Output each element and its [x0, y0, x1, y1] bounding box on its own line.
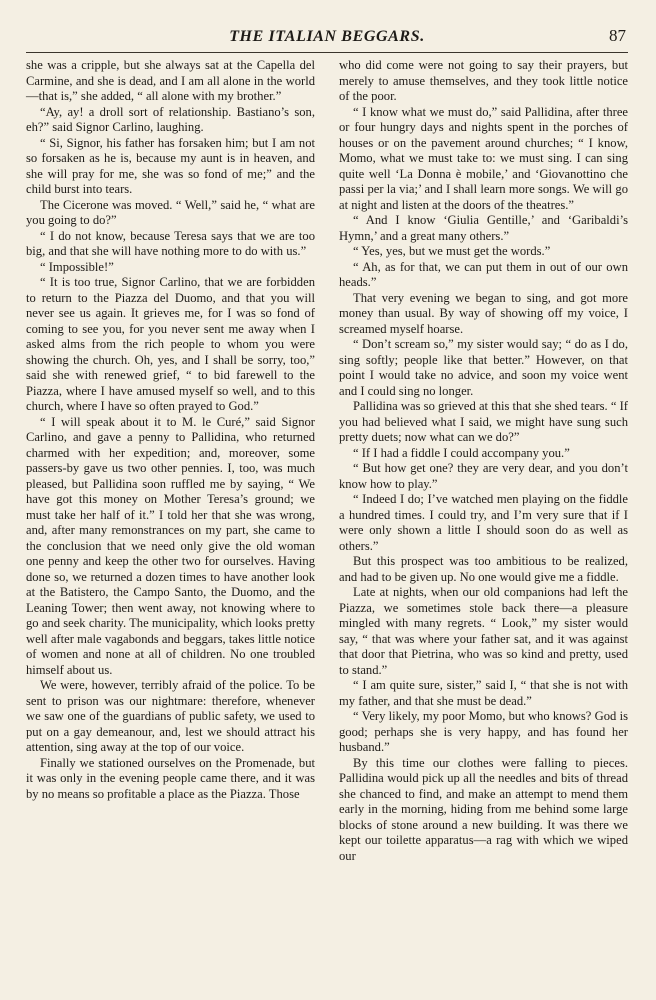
- right-column: [339, 58, 628, 864]
- paragraph: “ But how get one? they are very dear, and you don’t know how to play.”: [339, 461, 628, 491]
- running-title: THE ITALIAN BEGGARS.: [229, 28, 425, 45]
- paragraph: We were, however, terribly afraid of the police. To be sent to prison was our nightmare: therefore, whenever we saw one of the guardians of public safety, we used to put on a gay demeanour, and, lest we should attract his attention, sing away at the top of our voice.: [26, 678, 315, 754]
- paragraph: “ Yes, yes, but we must get the words.”: [353, 244, 551, 258]
- paragraph: “ I know what we must do,” said Pallidina, after three or four hungry days and nights spent in the porches of houses or on the pavement around churches; “ I know, Momo, what we must take to: we must sing. I can sing quite well ‘La Donna è mobile,’ and ‘Giovanottino che passi per la via;’ and I shall learn more songs. We will go at night and listen at the doors of the theatres.”: [339, 104, 628, 212]
- paragraph: “Ay, ay! a droll sort of relationship. Bastiano’s son, eh?” said Signor Carlino, laughing.: [26, 104, 315, 134]
- paragraph: Late at nights, when our old companions had left the Piazza, we sometimes stole back there—a pleasure mingled with many regrets. “ Look,” my sister would say, “ that was where your father sat, and it was against that door that Pietrina, who was so kind and pretty, used to stand.”: [339, 585, 628, 677]
- paragraph: “ I do not know, because Teresa says that we are too big, and that she will have nothing more to do with us.”: [26, 228, 315, 258]
- paragraph: “ Si, Signor, his father has forsaken him; but I am not so forsaken as he is, because my aunt is in heaven, and she will pray for me, she was so fond of me;” and the child burst into tears.: [26, 135, 315, 196]
- paragraph: “ Ah, as for that, we can put them in out of our own heads.”: [339, 259, 628, 289]
- paragraph: The Cicerone was moved. “ Well,” said he, “ what are you going to do?”: [26, 197, 315, 227]
- page-number: 87: [609, 26, 626, 45]
- paragraph: “ Very likely, my poor Momo, but who knows? God is good; perhaps she is very happy, and has found her husband.”: [339, 709, 628, 754]
- left-column: [26, 58, 315, 802]
- paragraph: Pallidina was so grieved at this that she shed tears. “ If you had believed what I said, we might have sung such pretty duets; now what can we do?”: [339, 399, 628, 444]
- paragraph: Finally we stationed ourselves on the Promenade, but it was only in the evening people came there, and it was by no means so profitable a place as the Piazza. Those: [26, 755, 315, 801]
- paragraph: “ I will speak about it to M. le Curé,” said Signor Carlino, and gave a penny to Pallidina, who returned charmed with her expedition; and, moreover, some passers-by gave us two other pennies. I, too, was much pleased, but Pallidina soon ruffled me by saying, “ We have got this money on Mother Teresa’s ground; we must take her half of it.” I told her that she was wrong, and, after many remonstrances on my part, she came to the conclusion that we need only give the old woman one penny and keep the other two for ourselves. Having done so, we returned a dozen times to have another look at the Batistero, the Campo Santo, the Duomo, and the Leaning Tower; then went away, not knowing where to go and seek charity. The municipality, which looks pretty well after male vagabonds and beggars, takes little notice of women and none at all of children. No one troubled himself about us.: [26, 414, 315, 677]
- paragraph: “ Don’t scream so,” my sister would say; “ do as I do, sing softly; people like that better.” However, on that point I would take no advice, and soon my voice went and I could sing no longer.: [339, 337, 628, 398]
- paragraph: “ And I know ‘Giulia Gentille,’ and ‘Garibaldi’s Hymn,’ and a great many others.”: [339, 213, 628, 243]
- paragraph: who did come were not going to say their prayers, but merely to amuse themselves, and they took little notice of the poor.: [339, 58, 628, 103]
- paragraph: By this time our clothes were falling to pieces. Pallidina would pick up all the needles and bits of thread she chanced to find, and make an attempt to mend them early in the morning, hiding from me behind some large blocks of stone around a new building. It was there we kept our toilette apparatus—a rag with which we wiped our: [339, 755, 628, 863]
- paragraph: she was a cripple, but she always sat at the Capella del Carmine, and she is dead, and I am all alone in the world—that is,” she added, “ all alone with my brother.”: [26, 58, 315, 103]
- paragraph: “ It is too true, Signor Carlino, that we are forbidden to return to the Piazza del Duomo, and that you will never see us again. It grieves me, for I was so fond of coming to see you, for you never sent me away when I asked alms from the rich people to whom you were showing the church. Oh, yes, and I shall be sorry, too,” said she with renewed grief, “ to bid farewell to the Piazza, where I have amused myself so well, and to this church, where I have so often prayed to God.”: [26, 275, 315, 413]
- header-rule: [26, 52, 628, 53]
- page-header: [26, 26, 628, 50]
- paragraph: “ I am quite sure, sister,” said I, “ that she is not with my father, and that she must be dead.”: [339, 678, 628, 708]
- paragraph: “ Indeed I do; I’ve watched men playing on the fiddle a hundred times. I could try, and I’m very sure that if I were only shown a little I should soon do as well as others.”: [339, 492, 628, 553]
- paragraph: “ If I had a fiddle I could accompany you.”: [353, 445, 570, 460]
- paragraph: But this prospect was too ambitious to be realized, and had to be given up. No one would give me a fiddle.: [339, 554, 628, 584]
- paragraph: That very evening we began to sing, and got more money than usual. By way of showing off my voice, I screamed myself hoarse.: [339, 290, 628, 336]
- paragraph: “ Impossible!”: [40, 259, 114, 274]
